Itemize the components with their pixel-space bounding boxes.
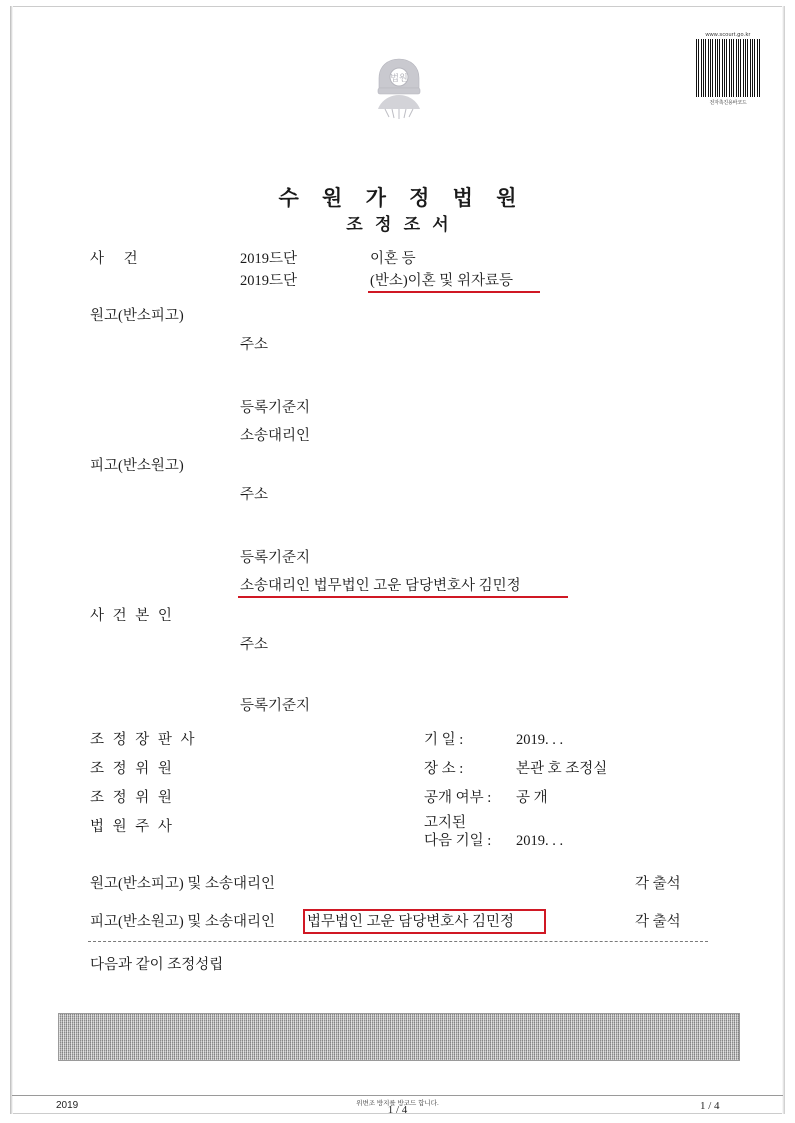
footer-year: 2019 — [56, 1100, 79, 1111]
subject-person-address-label: 주소 — [240, 637, 269, 653]
defendant-attorney-line: 소송대리인 법무법인 고운 담당변호사 김민정 — [240, 578, 521, 594]
footer-divider — [12, 1095, 783, 1096]
panel-row-2-right-value: 공 개 — [516, 790, 548, 806]
qr-code-icon — [696, 39, 760, 97]
attendance-row-1-right: 각 출석 — [635, 914, 681, 930]
barcode-block — [688, 32, 768, 114]
footer-notice: 위변조 방지를 방코드 합니다. — [356, 1100, 439, 1107]
plaintiff-registry-label: 등록기준지 — [240, 400, 311, 416]
panel-row-2-left: 조 정 위 원 — [90, 790, 175, 806]
attendance-row-0-left: 원고(반소피고) 및 소송대리인 — [90, 876, 275, 892]
defendant-attorney-underline — [238, 596, 568, 598]
footer-page-right: 1 / 4 — [700, 1100, 720, 1112]
attendance-highlight-box — [303, 909, 546, 934]
next-date-value: 2019. . . — [516, 833, 564, 849]
panel-row-3-right-label: 고지된 — [424, 815, 467, 831]
attendance-row-1-highlight: 법무법인 고운 담당변호사 김민정 — [307, 914, 514, 930]
conclusion-text: 다음과 같이 조정성립 — [90, 957, 224, 973]
defendant-registry-label: 등록기준지 — [240, 550, 311, 566]
barcode-caption: 전자촉진용바코드 — [709, 100, 747, 106]
case-label: 사 건 — [90, 251, 146, 267]
scan-edge-left — [10, 6, 13, 1114]
next-date-label: 다음 기일 : — [424, 833, 492, 849]
panel-row-1-right-label: 장 소 : — [424, 761, 464, 777]
barcode-url: www.scourt.go.kr — [705, 32, 751, 38]
case-title-1: 이혼 등 — [370, 251, 416, 267]
attendance-row-0-right: 각 출석 — [635, 876, 681, 892]
plaintiff-attorney-label: 소송대리인 — [240, 428, 311, 444]
case-title-2: (반소)이혼 및 위자료등 — [370, 273, 513, 289]
case-number-1: 2019드단 — [240, 251, 298, 267]
defendant-address-label: 주소 — [240, 487, 269, 503]
plaintiff-address-label: 주소 — [240, 337, 269, 353]
panel-row-0-right-label: 기 일 : — [424, 732, 464, 748]
subject-person-registry-label: 등록기준지 — [240, 698, 311, 714]
panel-row-0-right-value: 2019. . . — [516, 732, 564, 748]
attendance-row-1-left: 피고(반소원고) 및 소송대리인 — [90, 914, 275, 930]
page-title: 수 원 가 정 법 원 — [278, 186, 526, 210]
court-emblem-icon — [365, 55, 433, 123]
plaintiff-label: 원고(반소피고) — [90, 308, 184, 324]
section-divider — [88, 941, 708, 942]
subject-person-label: 사 건 본 인 — [90, 608, 175, 624]
document-type-title: 조 정 조 서 — [346, 215, 453, 234]
scan-border — [10, 6, 785, 1114]
case-number-2: 2019드단 — [240, 273, 298, 289]
case-title-2-underline — [368, 291, 540, 293]
footer-page-center: 1 / 4 — [387, 1104, 408, 1116]
svg-text:법원: 법원 — [390, 73, 408, 83]
redaction-bar — [58, 1013, 740, 1061]
panel-row-0-left: 조 정 장 판 사 — [90, 732, 198, 748]
panel-row-2-right-label: 공개 여부 : — [424, 790, 492, 806]
scan-edge-right — [782, 6, 785, 1114]
panel-row-1-left: 조 정 위 원 — [90, 761, 175, 777]
panel-row-3-left: 법 원 주 사 — [90, 819, 175, 835]
defendant-label: 피고(반소원고) — [90, 458, 184, 474]
panel-row-1-right-value: 본관 호 조정실 — [516, 761, 608, 777]
